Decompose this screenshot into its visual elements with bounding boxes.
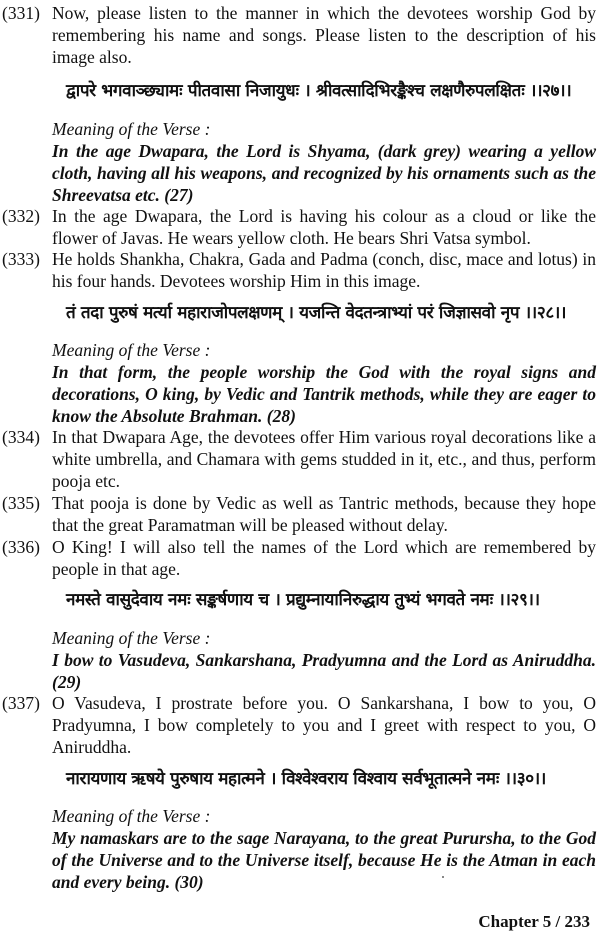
sanskrit-verse-27: द्वापरे भगवाञ्छ्यामः पीतवासा निजायुधः । श्रीवत्सादिभिरङ्कैश्च लक्षणैरुपलक्षितः ।।२७।।	[66, 81, 572, 101]
verse-meaning-29	[52, 627, 596, 693]
sanskrit-verse-28: तं तदा पुरुषं मर्त्या महाराजोपलक्षणम् । यजन्ति वेदतन्त्राभ्यां परं जिज्ञासवो नृप ।।२८।।	[66, 303, 567, 323]
paragraph-text: In that Dwapara Age, the devotees offer Him various royal decorations like a white umbrella, and Chamara with gems studded in it, etc., and thus, perform pooja etc.	[52, 427, 596, 491]
paragraph-number: (337)	[2, 693, 40, 713]
paragraph-number: (334)	[2, 427, 40, 447]
meaning-heading: Meaning of the Verse :	[52, 806, 211, 826]
sanskrit-verse-30: नारायणाय ऋषये पुरुषाय महात्मने । विश्वेश्वराय विश्वाय सर्वभूतात्मने नमः ।।३०।।	[66, 769, 546, 789]
meaning-text: My namaskars are to the sage Narayana, to the great Purursha, to the God of the Universe and to the Universe itself, because He is the Atman in each and every being. (30)	[52, 828, 596, 892]
paragraph-text: That pooja is done by Vedic as well as Tantric methods, because they hope that the great Paramatman will be pleased without delay.	[52, 493, 596, 535]
sanskrit-verse-29: नमस्ते वासुदेवाय नमः सङ्कर्षणाय च । प्रद्युम्नायानिरुद्धाय तुभ्यं भगवते नमः ।।२९।।	[66, 590, 540, 610]
paragraph-text: O King! I will also tell the names of the Lord which are remembered by people in that age.	[52, 537, 596, 579]
paragraph-text: He holds Shankha, Chakra, Gada and Padma (conch, disc, mace and lotus) in his four hands. Devotees worship Him in this image.	[52, 249, 596, 291]
paragraph-number: (335)	[2, 493, 40, 513]
paragraph-number: (332)	[2, 206, 40, 226]
page-footer: Chapter 5 / 233	[478, 912, 590, 931]
verse-meaning-30	[52, 805, 596, 893]
meaning-text: I bow to Vasudeva, Sankarshana, Pradyumna and the Lord as Aniruddha. (29)	[52, 650, 596, 692]
meaning-heading: Meaning of the Verse :	[52, 340, 211, 360]
meaning-heading: Meaning of the Verse :	[52, 628, 211, 648]
paragraph-text: O Vasudeva, I prostrate before you. O Sankarshana, I bow to you, O Pradyumna, I bow completely to you and I greet with respect to you, O Aniruddha.	[52, 693, 596, 757]
meaning-heading: Meaning of the Verse :	[52, 119, 211, 139]
verse-meaning-27	[52, 118, 596, 206]
paragraph-text: In the age Dwapara, the Lord is having his colour as a cloud or like the flower of Javas. He wears yellow cloth. He bears Shri Vatsa symbol.	[52, 206, 596, 248]
paragraph-number: (333)	[2, 249, 40, 269]
meaning-text: In the age Dwapara, the Lord is Shyama, (dark grey) wearing a yellow cloth, having all his weapons, and recognized by his ornaments such as the Shreevatsa etc. (27)	[52, 141, 596, 205]
meaning-text: In that form, the people worship the God with the royal signs and decorations, O king, by Vedic and Tantrik methods, while they are eager to know the Absolute Brahman. (28)	[52, 362, 596, 426]
paragraph-number: (331)	[2, 3, 40, 23]
speck-mark	[442, 876, 444, 878]
paragraph-number: (336)	[2, 537, 40, 557]
paragraph-text: Now, please listen to the manner in which the devotees worship God by remembering his name and songs. Please listen to the description of his image also.	[52, 3, 596, 67]
verse-meaning-28	[52, 339, 596, 427]
